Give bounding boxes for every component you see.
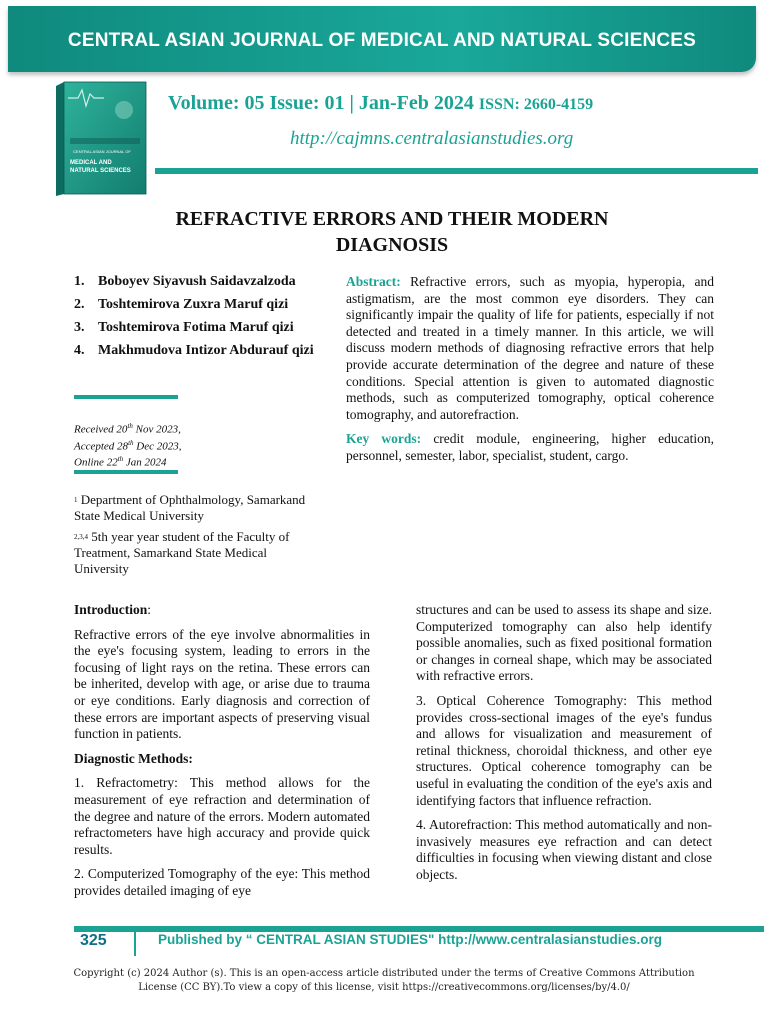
journal-url[interactable]: http://cajmns.centralasianstudies.org <box>290 128 574 149</box>
online-date: Online 22th Jan 2024 <box>74 455 167 469</box>
header-divider <box>155 168 758 174</box>
author-name: Boboyev Siyavush Saidavzalzoda <box>98 274 296 289</box>
author-item <box>74 295 334 315</box>
method-2-paragraph: 2. Computerized Tomography of the eye: This method provides detailed imaging of eye <box>74 866 370 898</box>
author-number: 4. <box>74 343 85 358</box>
body-right-column <box>416 602 712 892</box>
author-item <box>74 272 334 292</box>
intro-heading: Introduction: <box>74 602 152 617</box>
svg-text:NATURAL SCIENCES: NATURAL SCIENCES <box>70 168 131 174</box>
author-number: 2. <box>74 297 85 312</box>
keywords-label: Key words: <box>346 431 422 447</box>
affiliation-2: $^{2,3,4}$ 5th year year student of the Faculty of Treatment, Samarkand State Medical University <box>74 529 290 576</box>
author-name: Toshtemirova Fotima Maruf qizi <box>98 320 294 335</box>
author-number: 1. <box>74 274 85 289</box>
journal-title: CENTRAL ASIAN JOURNAL OF MEDICAL AND NATURAL SCIENCES <box>67 30 697 51</box>
method-2-continued: structures and can be used to assess its shape and size. Computerized tomography can also help identify possible anomalies, such as fixed positional formation or changes in corneal shape, which may be associated with refractive errors. <box>416 602 712 684</box>
journal-cover-image <box>52 80 150 196</box>
keywords <box>346 431 714 464</box>
abstract-text: Refractive errors, such as myopia, hyperopia, and astigmatism, are the most common eye disorders. They can significantly impair the quality of life for patients, especially if not detected and treated in a timely manner. In this article, we will discuss modern methods of diagnosing refractive errors that help provide accurate determination of the degree and nature of these conditions. Special attention is given to automated diagnostic methods, such as computerized tomography, optical coherence tomography, and autorefraction. <box>346 274 714 422</box>
dates-divider <box>74 470 178 474</box>
received-date: Received 20th Nov 2023, <box>74 422 181 436</box>
method-1-paragraph: 1. Refractometry: This method allows for the measurement of eye refraction and determination of the degree and nature of the errors. Modern automated refractometers have high accuracy and provide quick results. <box>74 775 370 857</box>
copyright-notice: Copyright (c) 2024 Author (s). This is an open-access article distributed under the terms of Creative Commons Attribution License (CC BY).To view a copy of this license, visit https://creativecommons.org/licenses/by/4.0/ <box>73 968 695 993</box>
article-title-line-2: DIAGNOSIS <box>335 234 449 256</box>
author-name: Toshtemirova Zuxra Maruf qizi <box>98 297 289 312</box>
abstract-label: Abstract: <box>346 274 401 289</box>
cover-small-text: CENTRAL ASIAN JOURNAL OF <box>73 149 131 154</box>
publisher-line[interactable]: Published by “ CENTRAL ASIAN STUDIES" http://www.centralasianstudies.org <box>158 932 662 947</box>
method-4-paragraph: 4. Autorefraction: This method automatically and non-invasively measures eye refraction and can detect difficulties in focusing when viewing distant and close objects. <box>416 817 712 882</box>
volume-issue: Volume: 05 Issue: 01 | Jan-Feb 2024 <box>168 92 474 114</box>
journal-banner <box>8 6 756 72</box>
page-number: 325 <box>80 932 107 949</box>
intro-paragraph: Refractive errors of the eye involve abnormalities in the eye's focusing system, leading to errors in the focusing of light rays on the retina. These errors can be inherited, develop with age, or arise due to trauma or eye conditions. Early diagnosis and correction of these errors are important aspects of preserving visual function in patients. <box>74 626 370 742</box>
method-3-paragraph: 3. Optical Coherence Tomography: This method provides cross-sectional images of the eye's fundus and allows for visualization and measurement of retinal thickness, choroidal thickness, and other eye structures. Optical coherence tomography can be useful in evaluating the condition of the eye's axis and identifying factors that influence refraction. <box>416 692 712 808</box>
article-dates <box>74 420 181 470</box>
body-left-column <box>74 602 370 908</box>
author-number: 3. <box>74 320 85 335</box>
keywords-text: credit module, engineering, higher education, personnel, semester, labor, specialist, student, cargo. <box>346 431 714 463</box>
affiliation-1: $^1$ Department of Ophthalmology, Samarkand State Medical University <box>74 492 306 523</box>
author-divider <box>74 395 178 399</box>
author-name: Makhmudova Intizor Abdurauf qizi <box>98 343 314 358</box>
volume-issue-line <box>168 92 593 115</box>
article-title-line-1: REFRACTIVE ERRORS AND THEIR MODERN <box>175 208 609 230</box>
author-item <box>74 318 334 338</box>
svg-text:MEDICAL AND: MEDICAL AND <box>70 160 112 166</box>
article-title <box>100 206 684 258</box>
issn: ISSN: 2660-4159 <box>478 96 594 113</box>
author-list <box>74 272 334 364</box>
author-item <box>74 341 334 361</box>
abstract-body <box>346 274 714 423</box>
methods-heading: Diagnostic Methods: <box>74 750 193 766</box>
accepted-date: Accepted 28th Dec 2023, <box>74 438 182 453</box>
footer-separator <box>134 928 136 956</box>
abstract <box>346 274 714 465</box>
